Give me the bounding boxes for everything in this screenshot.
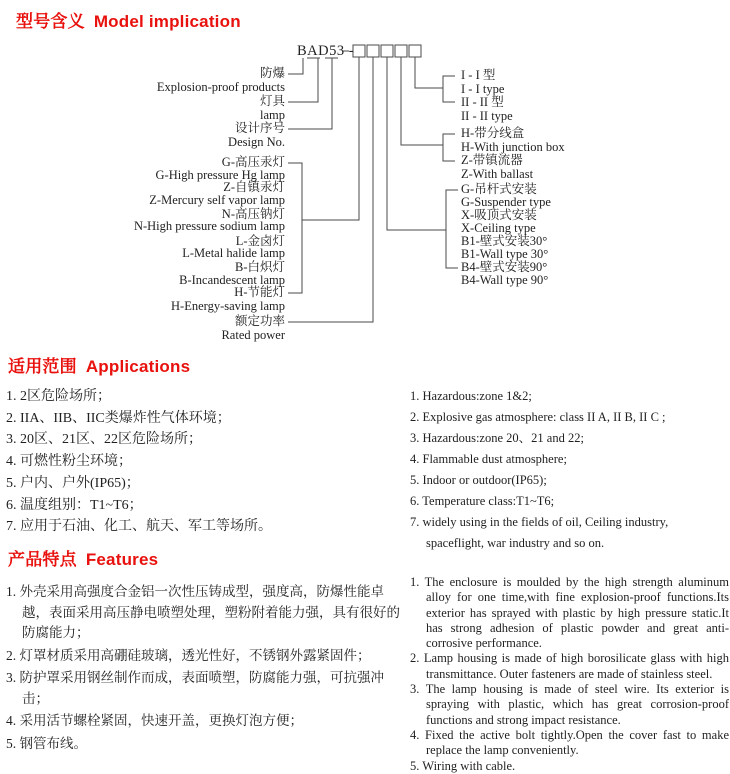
diagram-label-halide-cn: L-金卤灯 — [235, 234, 285, 248]
diagram-label-self-vapor-en: Z-Mercury self vapor lamp — [149, 193, 285, 207]
diagram-label-incandescent-en: B-Incandescent lamp — [179, 273, 285, 287]
diagram-lines-svg — [0, 0, 730, 350]
connector-explosion-proof — [288, 58, 303, 74]
connector-type-i-ii — [415, 57, 455, 102]
diagram-label-type-ii-en: II - II type — [461, 109, 513, 123]
features-item-en: 3. The lamp housing is made of steel wire. Its exterior is spraying with plastic, which has great corrosion-proof functions and strong impact resistance. — [410, 682, 729, 727]
diagram-box — [367, 45, 379, 57]
applications-list-cn — [6, 386, 398, 538]
features-item-cn: 3. 防护罩采用钢丝制作而成，表面喷塑，防腐能力强，可抗强冲击； — [6, 670, 384, 706]
diagram-label-incandescent-cn: B-白炽灯 — [234, 260, 285, 274]
applications-item-en: 5. Indoor or outdoor(IP65); — [410, 473, 547, 487]
connector-design-no — [288, 58, 338, 129]
applications-item-en: 6. Temperature class:T1~T6; — [410, 494, 555, 508]
connector-lamp-types — [288, 57, 359, 293]
diagram-label-rated-power-cn: 额定功率 — [234, 314, 285, 328]
features-list-en — [410, 575, 729, 774]
connector-mount-types — [387, 57, 458, 268]
features-item-en: 4. Fixed the active bolt tightly.Open the cover fast to make replace the lamp conveniently. — [410, 727, 729, 758]
diagram-label-suspender-cn: G-吊杆式安装 — [461, 182, 537, 196]
section-title-features-en: Features — [85, 550, 159, 569]
diagram-label-ceiling-en: X-Ceiling type — [461, 221, 536, 235]
diagram-label-lamp-en: lamp — [260, 108, 285, 122]
features-item-en: 5. Wiring with cable. — [410, 758, 516, 773]
applications-item-cn: 7. 应用于石油、化工、航天、军工等场所。 — [6, 519, 272, 535]
diagram-label-ballast-cn: Z-带镇流器 — [461, 153, 523, 167]
section-title-model-en: Model implication — [93, 12, 241, 31]
diagram-label-explosion-proof-en: Explosion-proof products — [156, 80, 285, 94]
applications-item-cn: 1. 2区危险场所； — [6, 389, 111, 404]
applications-item-en: 3. Hazardous:zone 20、21 and 22; — [410, 431, 584, 445]
applications-item-en: 2. Explosive gas atmosphere: class II A, II B, II C ; — [410, 410, 666, 424]
features-item-cn: 1. 外壳采用高强度合金铝一次性压铸成型，强度高，防爆性能卓越，表面采用高压静电喷塑处理，塑粉附着能力强，具有很好的防腐能力； — [6, 584, 400, 640]
features-item-en: 1. The enclosure is moulded by the high strength aluminum alloy for one time,with fine explosion-proof functions.Its exterior has sprayed with plastic by high pressure static.It has strong adhesion of plastic powder and great anti-corrosive performance. — [410, 575, 729, 651]
features-item-cn: 2. 灯罩材质采用高硼硅玻璃，透光性好，不锈钢外露紧固件； — [6, 647, 371, 663]
section-title-features-cn: 产品特点 — [8, 550, 77, 569]
diagram-label-energy-saving-en: H-Energy-saving lamp — [171, 299, 285, 313]
diagram-box — [395, 45, 407, 57]
diagram-label-sodium-en: N-High pressure sodium lamp — [133, 219, 285, 233]
diagram-box — [409, 45, 421, 57]
applications-item-en: 4. Flammable dust atmosphere; — [410, 452, 567, 466]
diagram-label-hg-lamp-cn: G-高压汞灯 — [221, 155, 285, 169]
features-item-en: 2. Lamp housing is made of high borosilicate glass with high transmittance. Outer fasteners are made of stainless steel. — [410, 651, 729, 681]
diagram-label-type-ii-cn: II - II 型 — [461, 95, 504, 109]
diagram-label-junction-cn: H-带分线盒 — [461, 126, 525, 140]
features-list-cn — [6, 582, 402, 756]
section-title-applications-cn: 适用范围 — [8, 357, 77, 376]
diagram-label-wall90-en: B4-Wall type 90° — [461, 273, 549, 287]
diagram-label-wall90-cn: B4-壁式安装90° — [461, 260, 548, 274]
applications-item-cn: 3. 20区、21区、22区危险场所； — [6, 432, 202, 448]
applications-item-cn: 5. 户内、户外(IP65)； — [6, 475, 140, 491]
section-title-model-cn: 型号含义 — [16, 12, 85, 31]
diagram-label-lamp-cn: 灯具 — [259, 94, 285, 108]
applications-item-cn: 2. IIA、IIB、IIC类爆炸性气体环境； — [6, 410, 231, 426]
diagram-label-ceiling-cn: X-吸顶式安装 — [461, 208, 537, 222]
section-title-applications-en: Applications — [85, 357, 191, 376]
diagram-label-energy-saving-cn: H-节能灯 — [234, 285, 285, 299]
diagram-label-rated-power-en: Rated power — [221, 328, 285, 342]
applications-item-en: 7. widely using in the fields of oil, Ceiling industry, spaceflight, war industry and so on. — [410, 515, 669, 550]
section-title-features — [8, 545, 158, 570]
connector-junction-ballast — [401, 57, 455, 161]
diagram-label-design-no-cn: 设计序号 — [234, 121, 285, 135]
diagram-label-type-i-cn: I - I 型 — [461, 68, 496, 82]
diagram-label-sodium-cn: N-高压钠灯 — [221, 207, 285, 221]
applications-item-cn: 6. 温度组别：T1~T6； — [6, 497, 143, 513]
diagram-label-wall30-cn: B1-壁式安装30° — [461, 234, 548, 248]
features-item-cn: 5. 钢管布线。 — [6, 735, 87, 751]
diagram-label-hg-lamp-en: G-High pressure Hg lamp — [155, 168, 285, 182]
diagram-label-junction-en: H-With junction box — [461, 140, 565, 154]
diagram-label-type-i-en: I - I type — [461, 82, 505, 96]
diagram-box — [353, 45, 365, 57]
applications-item-cn: 4. 可燃性粉尘环境； — [6, 454, 132, 470]
diagram-label-self-vapor-cn: Z-自镇汞灯 — [223, 180, 285, 194]
applications-item-en: 1. Hazardous:zone 1&2; — [410, 389, 532, 403]
connector-rated-power — [288, 57, 373, 322]
model-code: BAD53 - — [297, 43, 355, 59]
diagram-label-design-no-en: Design No. — [228, 135, 285, 149]
diagram-label-halide-en: L-Metal halide lamp — [182, 246, 285, 260]
features-item-cn: 4. 采用活节螺栓紧固，快速开盖，更换灯泡方便； — [6, 713, 303, 728]
diagram-label-ballast-en: Z-With ballast — [461, 167, 534, 181]
applications-list-en — [410, 386, 728, 554]
diagram-label-explosion-proof-cn: 防爆 — [259, 66, 285, 80]
section-title-applications — [8, 352, 190, 377]
diagram-label-suspender-en: G-Suspender type — [461, 195, 551, 209]
connector-lamp — [288, 58, 320, 102]
diagram-box — [381, 45, 393, 57]
diagram-label-wall30-en: B1-Wall type 30° — [461, 247, 549, 261]
